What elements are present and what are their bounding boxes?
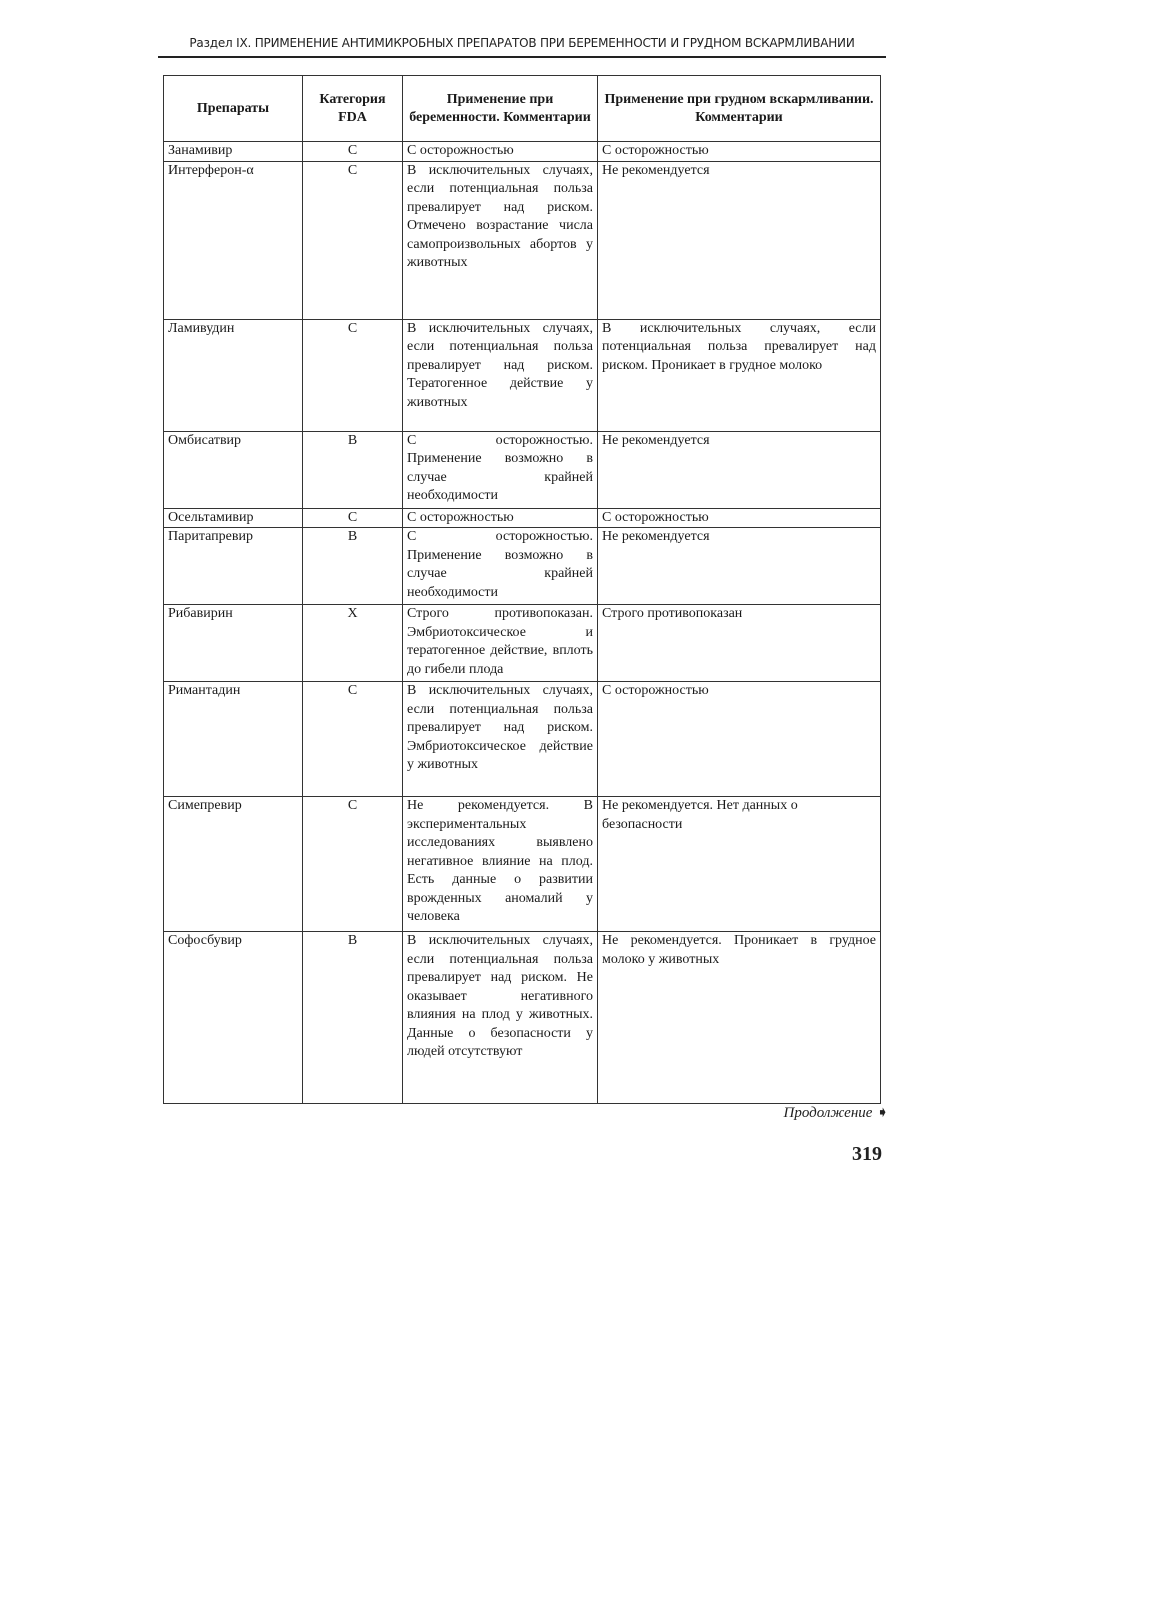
- table-header-row: [164, 76, 881, 142]
- fda-category: B: [303, 431, 403, 508]
- pregnancy-comment: С осторожностью: [403, 508, 598, 528]
- table-row: [164, 605, 881, 682]
- breastfeeding-comment: С осторожностью: [598, 508, 881, 528]
- fda-category: B: [303, 528, 403, 605]
- table-row: [164, 682, 881, 797]
- running-title: Раздел IX. ПРИМЕНЕНИЕ АНТИМИКРОБНЫХ ПРЕПАРАТОВ ПРИ БЕРЕМЕННОСТИ И ГРУДНОМ ВСКАРМЛИВАНИИ: [189, 36, 855, 50]
- drug-name: Интерферон-α: [164, 161, 303, 319]
- breastfeeding-comment: Не рекомендуется. Нет данных о безопасности: [598, 797, 881, 932]
- pregnancy-comment: В исключительных случаях, если потенциальная польза превалирует над риском. Тератогенное действие у животных: [403, 319, 598, 431]
- drug-name: Занамивир: [164, 142, 303, 162]
- drug-name: Омбисатвир: [164, 431, 303, 508]
- drug-name: Софосбувир: [164, 932, 303, 1104]
- table-row: [164, 797, 881, 932]
- breastfeeding-comment: Не рекомендуется. Проникает в грудное молоко у животных: [598, 932, 881, 1104]
- pregnancy-comment: С осторожностью: [403, 142, 598, 162]
- continuation-arrow-icon: ➧: [876, 1105, 889, 1121]
- fda-category: B: [303, 932, 403, 1104]
- fda-category: C: [303, 319, 403, 431]
- running-header: [158, 30, 886, 58]
- drug-table: [163, 75, 881, 1104]
- breastfeeding-comment: В исключительных случаях, если потенциальная польза превалирует над риском. Проникает в грудное молоко: [598, 319, 881, 431]
- column-header-pregnancy: Применение при беременности. Комментарии: [403, 76, 598, 142]
- breastfeeding-comment: С осторожностью: [598, 142, 881, 162]
- table-row: [164, 528, 881, 605]
- fda-category: X: [303, 605, 403, 682]
- breastfeeding-comment: С осторожностью: [598, 682, 881, 797]
- drug-name: Ламивудин: [164, 319, 303, 431]
- table-row: [164, 161, 881, 319]
- drug-name: Осельтамивир: [164, 508, 303, 528]
- breastfeeding-comment: Не рекомендуется: [598, 161, 881, 319]
- table-row: [164, 932, 881, 1104]
- drug-name: Римантадин: [164, 682, 303, 797]
- page-number: 319: [852, 1143, 882, 1165]
- table-row: [164, 142, 881, 162]
- drug-name: Паритапревир: [164, 528, 303, 605]
- fda-category: C: [303, 682, 403, 797]
- drug-name: Симепревир: [164, 797, 303, 932]
- breastfeeding-comment: Не рекомендуется: [598, 528, 881, 605]
- pregnancy-comment: Строго противопоказан. Эмбриотоксическое и тератогенное действие, вплоть до гибели плода: [403, 605, 598, 682]
- fda-category: C: [303, 508, 403, 528]
- fda-category: C: [303, 142, 403, 162]
- continuation-note: [784, 1103, 889, 1122]
- pregnancy-comment: В исключительных случаях, если потенциальная польза превалирует над риском. Отмечено возрастание числа самопроизвольных абортов у животных: [403, 161, 598, 319]
- fda-category: C: [303, 797, 403, 932]
- pregnancy-comment: С осторожностью. Применение возможно в случае крайней необходимости: [403, 431, 598, 508]
- column-header-fda-category: Категория FDA: [303, 76, 403, 142]
- column-header-breastfeeding: Применение при грудном вскармливании. Комментарии: [598, 76, 881, 142]
- pregnancy-comment: В исключительных случаях, если потенциальная польза превалирует над риском. Эмбриотоксическое действие у животных: [403, 682, 598, 797]
- table-row: [164, 319, 881, 431]
- continuation-label: Продолжение: [783, 1105, 873, 1121]
- pregnancy-comment: Не рекомендуется. В экспериментальных исследованиях выявлено негативное влияние на плод. Есть данные о развитии врожденных аномалий у человека: [403, 797, 598, 932]
- drug-name: Рибавирин: [164, 605, 303, 682]
- column-header-drugs: Препараты: [164, 76, 303, 142]
- table-row: [164, 508, 881, 528]
- table-row: [164, 431, 881, 508]
- breastfeeding-comment: Не рекомендуется: [598, 431, 881, 508]
- pregnancy-comment: В исключительных случаях, если потенциальная польза превалирует над риском. Не оказывает негативного влияния на плод у животных. Данные о безопасности у людей отсутствуют: [403, 932, 598, 1104]
- fda-category: C: [303, 161, 403, 319]
- pregnancy-comment: С осторожностью. Применение возможно в случае крайней необходимости: [403, 528, 598, 605]
- breastfeeding-comment: Строго противопоказан: [598, 605, 881, 682]
